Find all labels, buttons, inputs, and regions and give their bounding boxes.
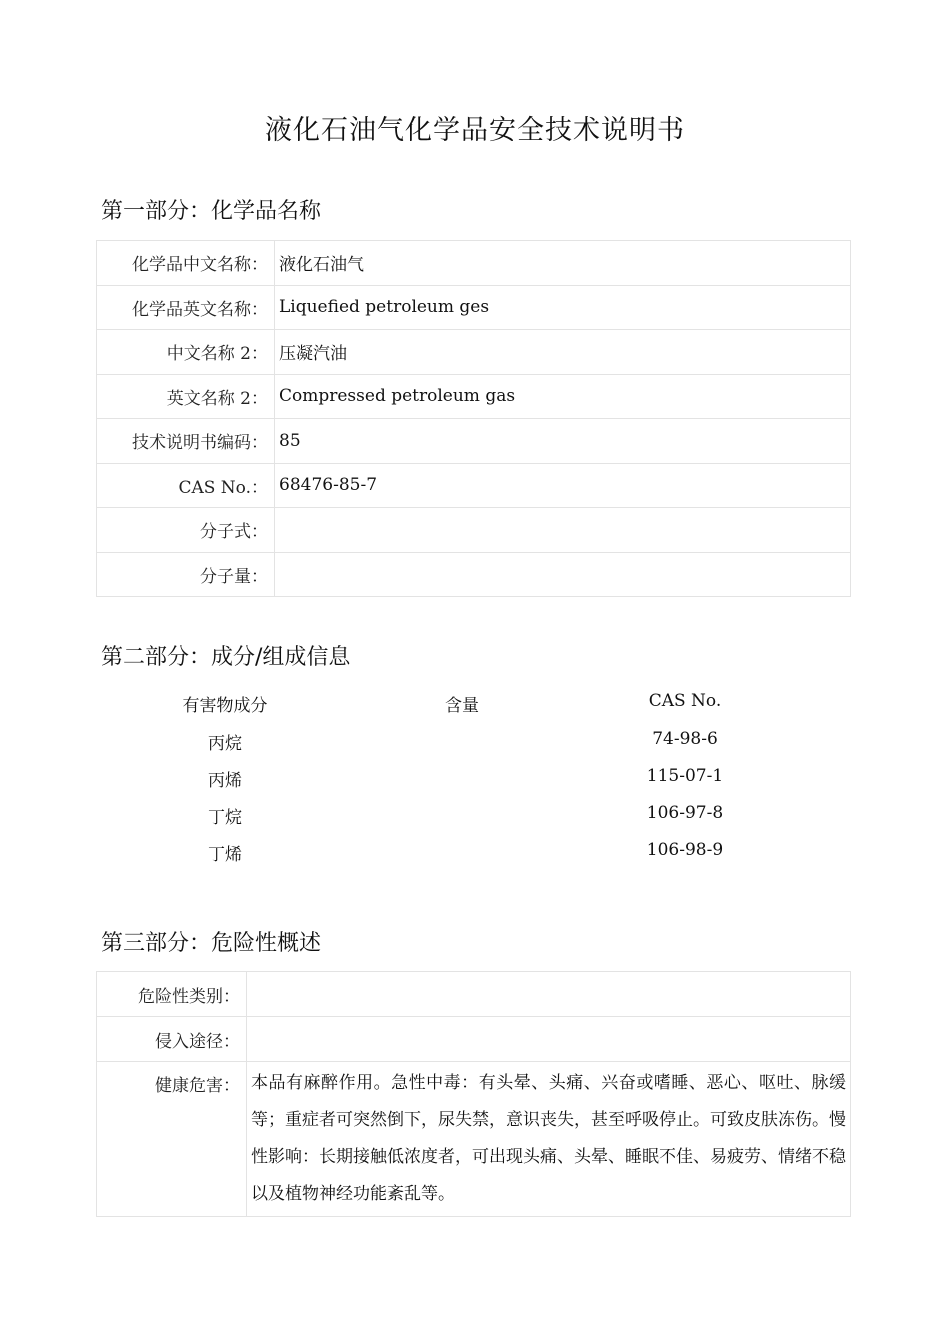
row-label: 分子量： xyxy=(97,552,275,597)
health-hazard-text: 本品有麻醉作用。急性中毒：有头晕、头痛、兴奋或嗜睡、恶心、呕吐、脉缓等；重症者可突然倒下，尿失禁，意识丧失，甚至呼吸停止。可致皮肤冻伤。慢性影响：长期接触低浓度者，可出现头痛、头晕、睡眠不佳、易疲劳、情绪不稳以及植物神经功能紊乱等。 xyxy=(247,1062,851,1217)
row-label: 化学品中文名称： xyxy=(97,241,275,286)
component-cas: 74-98-6 xyxy=(652,729,718,749)
row-label: 英文名称 2： xyxy=(97,374,275,419)
section-3-heading: 第三部分：危险性概述 xyxy=(101,931,322,956)
section-2-heading: 第二部分：成分/组成信息 xyxy=(101,645,351,670)
row-value: 85 xyxy=(275,419,851,464)
column-header-name: 有害物成分 xyxy=(182,696,268,716)
table-row xyxy=(97,1062,851,1217)
row-label: 中文名称 2： xyxy=(97,330,275,375)
row-label: CAS No.： xyxy=(97,463,275,508)
table-row xyxy=(97,419,851,464)
row-label: 化学品英文名称： xyxy=(97,285,275,330)
table-row xyxy=(97,552,851,597)
column-header-cas: CAS No. xyxy=(648,691,722,711)
row-value: 压凝汽油 xyxy=(275,330,851,375)
row-value xyxy=(275,552,851,597)
table-row xyxy=(97,330,851,375)
table-row xyxy=(97,241,851,286)
table-row xyxy=(97,1017,851,1062)
row-value xyxy=(275,508,851,553)
table-row xyxy=(97,285,851,330)
chemical-name-table xyxy=(96,240,851,597)
table-row xyxy=(97,972,851,1017)
hazard-overview-table xyxy=(96,971,851,1217)
table-row xyxy=(97,374,851,419)
row-value: Compressed petroleum gas xyxy=(275,374,851,419)
table-row xyxy=(97,508,851,553)
row-label: 侵入途径： xyxy=(97,1017,247,1062)
row-value xyxy=(247,1017,851,1062)
document-title: 液化石油气化学品安全技术说明书 xyxy=(265,115,685,146)
component-name: 丙烷 xyxy=(208,734,242,754)
component-name: 丁烷 xyxy=(208,808,242,828)
row-value: 68476-85-7 xyxy=(275,463,851,508)
row-label: 危险性类别： xyxy=(97,972,247,1017)
row-label: 技术说明书编码： xyxy=(97,419,275,464)
component-cas: 106-97-8 xyxy=(646,803,724,823)
row-label: 分子式： xyxy=(97,508,275,553)
component-name: 丙烯 xyxy=(208,771,242,791)
component-name: 丁烯 xyxy=(208,845,242,865)
column-header-amount: 含量 xyxy=(445,696,479,716)
row-value: 液化石油气 xyxy=(275,241,851,286)
table-row xyxy=(97,463,851,508)
row-value xyxy=(247,972,851,1017)
section-1-heading: 第一部分：化学品名称 xyxy=(101,199,322,224)
row-value: Liquefied petroleum ges xyxy=(275,285,851,330)
row-label: 健康危害： xyxy=(97,1062,247,1217)
component-cas: 115-07-1 xyxy=(646,766,724,786)
component-cas: 106-98-9 xyxy=(646,840,724,860)
